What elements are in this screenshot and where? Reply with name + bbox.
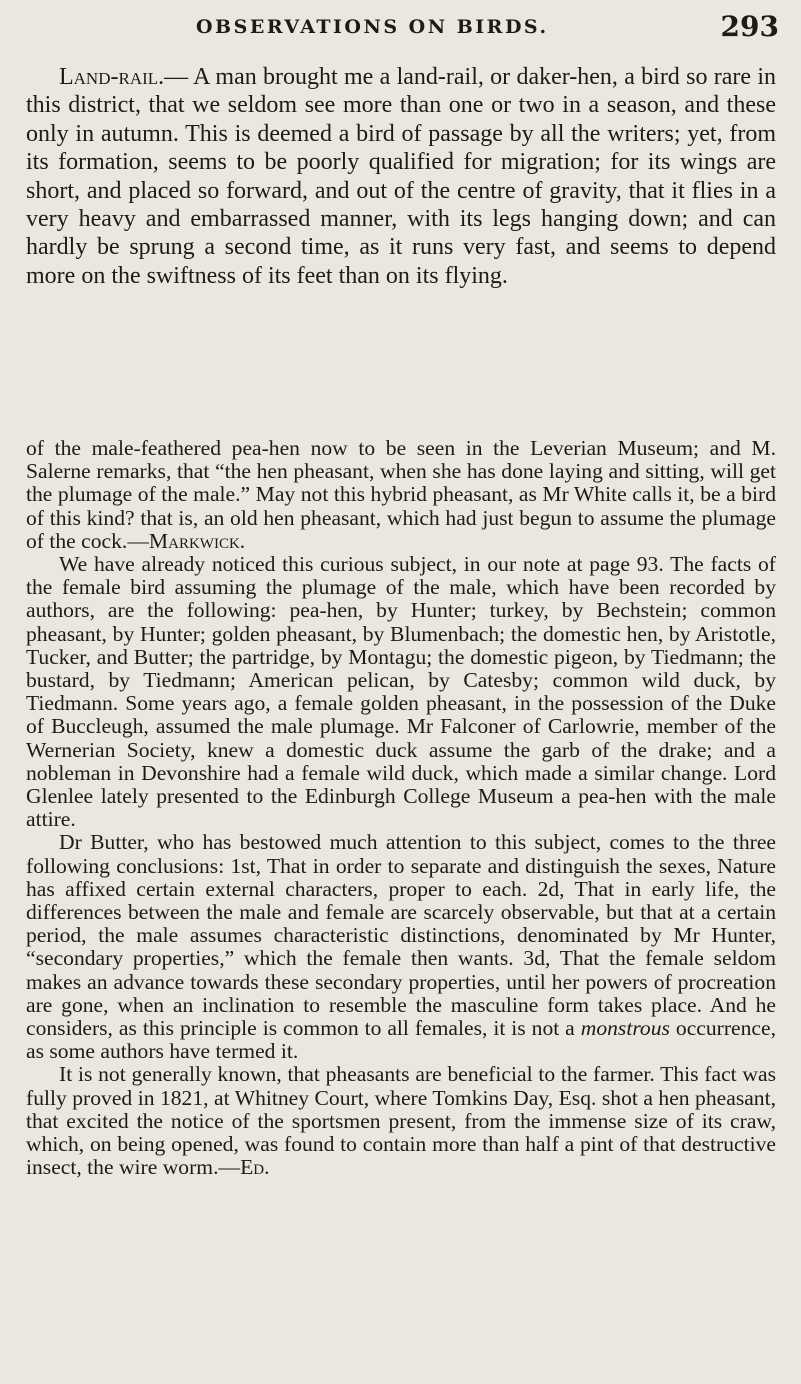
- page-number: 293: [720, 10, 779, 43]
- page-header: [0, 4, 801, 48]
- note-paragraph-2: [26, 553, 776, 831]
- note-4-signature: Ed.: [240, 1155, 270, 1180]
- note-paragraph-3: [26, 831, 776, 1063]
- note-3-text-end: occurrence, as some authors have termed it.: [26, 1016, 776, 1064]
- note-1-text: of the male-feathered pea-hen now to be seen in the Leverian Museum; and M. Salerne remarks, that “the hen pheasant, when she has done laying and sitting, will get the plumage of the male.” May not this hybrid pheasant, as Mr White calls it, be a bird of this kind? that is, an old hen pheasant, which had just begun to assume the plumage of the cock.—: [26, 436, 776, 553]
- main-text: [26, 63, 776, 290]
- land-rail-heading: Land-rail.: [59, 64, 165, 90]
- note-2-text: We have already noticed this curious subject, in our note at page 93. The facts of the female bird assuming the plumage of the male, which have been recorded by authors, are the following: pea-hen, by Hunter; turkey, by Bechstein; common pheasant, by Hunter; golden pheasant, by Blumenbach; the domestic hen, by Aristotle, Tucker, and Butter; the partridge, by Montagu; the domestic pigeon, by Tiedmann; the bustard, by Tiedmann; American pelican, by Catesby; common wild duck, by Tiedmann. Some years ago, a female golden pheasant, in the possession of the Duke of Buccleugh, assumed the male plumage. Mr Falconer of Carlowrie, member of the Wernerian Society, knew a domestic duck assume the garb of the drake; and a nobleman in Devonshire had a female wild duck, which made a similar change. Lord Glenlee lately presented to the Edinburgh College Museum a pea-hen with the male attire.: [26, 552, 776, 832]
- running-title: OBSERVATIONS ON BIRDS.: [196, 16, 549, 38]
- note-3-italic: monstrous: [580, 1016, 670, 1041]
- note-3-text: Dr Butter, who has bestowed much attention to this subject, comes to the three following conclusions: 1st, That in order to separate and distinguish the sexes, Nature has affixed certain external characters, proper to each. 2d, That in early life, the differences between the male and female are scarcely observable, but that at a certain period, the male assumes characteristic distinctions, denominated by Mr Hunter, “secondary properties,” which the female then wants. 3d, That the female seldom makes an advance towards these secondary properties, until her powers of procreation are gone, when an inclination to resemble the masculine form takes place. And he considers, as this principle is common to all females, it is not a: [26, 830, 776, 1041]
- note-4-text: It is not generally known, that pheasants are beneficial to the farmer. This fact was fully proved in 1821, at Whitney Court, where Tomkins Day, Esq. shot a hen pheasant, that excited the notice of the sportsmen present, from the immense size of its craw, which, on being opened, was found to contain more than half a pint of that destructive insect, the wire worm.—: [26, 1062, 776, 1180]
- note-paragraph-4: [26, 1063, 776, 1179]
- note-1-signature: Markwick.: [148, 528, 246, 553]
- footnotes: [26, 437, 776, 1180]
- land-rail-paragraph: [26, 63, 776, 290]
- note-paragraph-1: [26, 437, 776, 553]
- land-rail-text: — A man brought me a land-rail, or daker-hen, a bird so rare in this district, that we seldom see more than one or two in a season, and these only in autumn. This is deemed a bird of passage by all the writers; yet, from its formation, seems to be poorly qualified for migration; for its wings are short, and placed so forward, and out of the centre of gravity, that it flies in a very heavy and embarrassed manner, with its legs hanging down; and can hardly be sprung a second time, as it runs very fast, and seems to depend more on the swiftness of its feet than on its flying.: [26, 64, 776, 289]
